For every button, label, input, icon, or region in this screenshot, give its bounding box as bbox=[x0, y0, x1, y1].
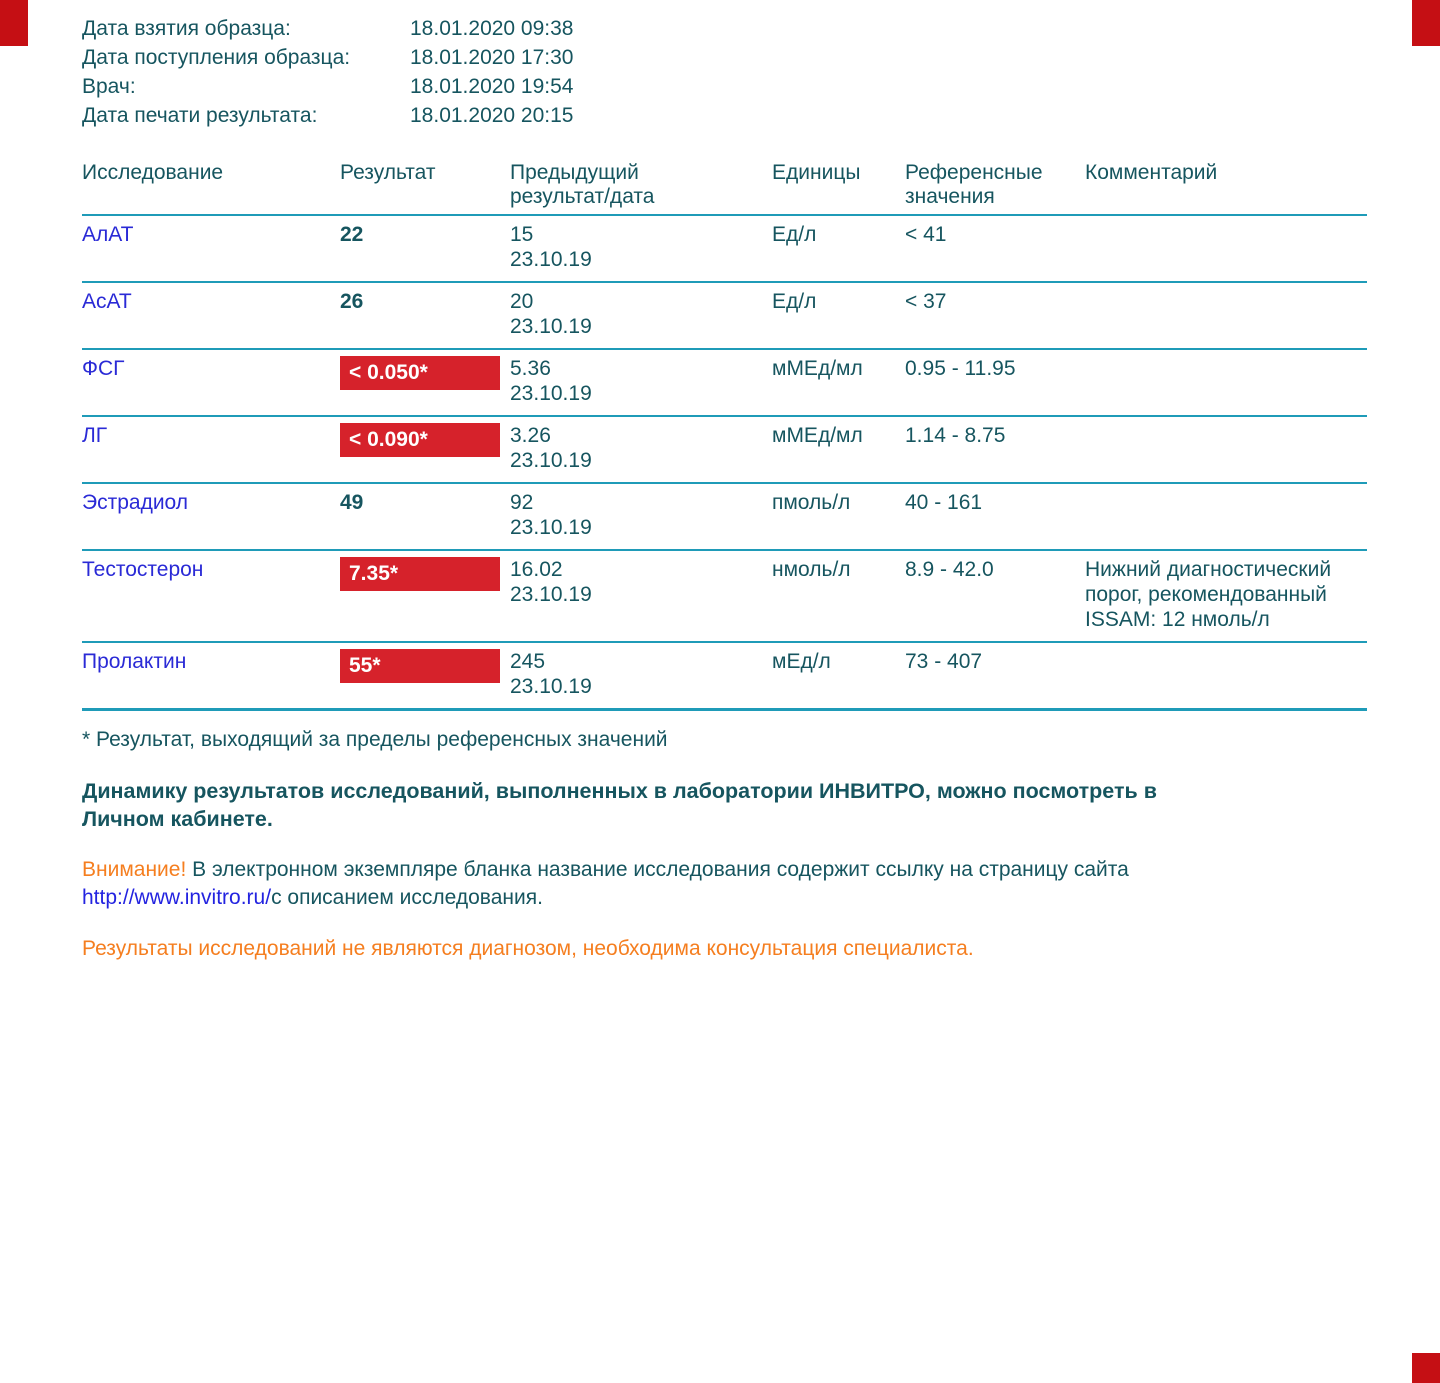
test-name-link[interactable]: АсАТ bbox=[82, 290, 132, 313]
previous-date: 23.10.19 bbox=[510, 248, 592, 271]
reference-range: < 41 bbox=[905, 223, 947, 246]
result-badge-out-of-range: 7.35* bbox=[340, 557, 500, 591]
previous-date: 23.10.19 bbox=[510, 449, 592, 472]
test-name-link[interactable]: АлАТ bbox=[82, 223, 134, 246]
attention-text: В электронном экземпляре бланка название исследования содержит ссылку на страницу сайта bbox=[186, 858, 1129, 881]
previous-result: 92 bbox=[510, 491, 534, 514]
reference-range: 73 - 407 bbox=[905, 650, 983, 673]
meta-row bbox=[82, 101, 1367, 130]
previous-result: 3.26 bbox=[510, 424, 551, 447]
results-table bbox=[82, 161, 1367, 711]
test-name-link[interactable]: ЛГ bbox=[82, 424, 108, 447]
units-value: мМЕд/мл bbox=[772, 357, 863, 380]
meta-row bbox=[82, 14, 1367, 43]
test-name-link[interactable]: Пролактин bbox=[82, 650, 187, 673]
header-result: Результат bbox=[340, 161, 436, 184]
results-table-header bbox=[82, 161, 1367, 216]
previous-result: 20 bbox=[510, 290, 534, 313]
previous-date: 23.10.19 bbox=[510, 675, 592, 698]
previous-result: 16.02 bbox=[510, 558, 563, 581]
previous-result: 245 bbox=[510, 650, 546, 673]
previous-date: 23.10.19 bbox=[510, 382, 592, 405]
header-units: Единицы bbox=[772, 161, 861, 184]
meta-value-print-date: 18.01.2020 20:15 bbox=[410, 104, 574, 127]
attention-note bbox=[82, 856, 1367, 912]
red-edge-mark-top-right bbox=[1412, 0, 1440, 46]
reference-range: 0.95 - 11.95 bbox=[905, 357, 1016, 380]
header-test: Исследование bbox=[82, 161, 224, 184]
table-row-prolactin bbox=[82, 643, 1367, 711]
out-of-range-footnote: * Результат, выходящий за пределы референсных значений bbox=[82, 728, 668, 751]
previous-result: 15 bbox=[510, 223, 534, 246]
test-name-link[interactable]: ФСГ bbox=[82, 357, 125, 380]
table-row-testosterone bbox=[82, 551, 1367, 643]
result-value: 49 bbox=[340, 491, 364, 514]
red-edge-mark-bottom-right bbox=[1412, 1353, 1440, 1383]
meta-label-sample-received: Дата поступления образца: bbox=[82, 46, 351, 69]
meta-label-print-date: Дата печати результата: bbox=[82, 104, 318, 127]
result-badge-out-of-range: 55* bbox=[340, 649, 500, 683]
dynamics-note-line1: Динамику результатов исследований, выполненных в лаборатории ИНВИТРО, можно посмотреть в bbox=[82, 779, 1157, 803]
units-value: пмоль/л bbox=[772, 491, 851, 514]
attention-label: Внимание! bbox=[82, 858, 187, 881]
previous-date: 23.10.19 bbox=[510, 315, 592, 338]
meta-row bbox=[82, 43, 1367, 72]
units-value: мМЕд/мл bbox=[772, 424, 863, 447]
result-badge-out-of-range: < 0.090* bbox=[340, 423, 500, 457]
sample-metadata bbox=[82, 14, 1367, 130]
reference-range: 1.14 - 8.75 bbox=[905, 424, 1006, 447]
previous-result: 5.36 bbox=[510, 357, 551, 380]
attention-tail: с описанием исследования. bbox=[271, 886, 543, 909]
reference-range: < 37 bbox=[905, 290, 947, 313]
units-value: мЕд/л bbox=[772, 650, 831, 673]
result-value: 22 bbox=[340, 223, 364, 246]
header-previous-text: Предыдущий результат/дата bbox=[510, 161, 655, 208]
disclaimer-note: Результаты исследований не являются диагнозом, необходима консультация специалиста. bbox=[82, 937, 974, 960]
header-comment: Комментарий bbox=[1085, 161, 1218, 184]
units-value: Ед/л bbox=[772, 290, 817, 313]
table-row-asat bbox=[82, 283, 1367, 350]
test-name-link[interactable]: Тестостерон bbox=[82, 558, 204, 581]
reference-range: 40 - 161 bbox=[905, 491, 983, 514]
meta-value-sample-taken: 18.01.2020 09:38 bbox=[410, 17, 574, 40]
meta-value-sample-received: 18.01.2020 17:30 bbox=[410, 46, 574, 69]
red-edge-mark-top-left bbox=[0, 0, 28, 46]
meta-row bbox=[82, 72, 1367, 101]
table-row-lg bbox=[82, 417, 1367, 484]
reference-range: 8.9 - 42.0 bbox=[905, 558, 994, 581]
meta-label-sample-taken: Дата взятия образца: bbox=[82, 17, 291, 40]
table-row-alat bbox=[82, 216, 1367, 283]
header-reference bbox=[905, 161, 1085, 209]
meta-label-doctor: Врач: bbox=[82, 75, 136, 98]
comment-text: Нижний диагностический порог, рекомендованный ISSAM: 12 нмоль/л bbox=[1085, 558, 1332, 631]
units-value: нмоль/л bbox=[772, 558, 851, 581]
header-reference-text: Референсные значения bbox=[905, 161, 1043, 208]
table-row-estradiol bbox=[82, 484, 1367, 551]
units-value: Ед/л bbox=[772, 223, 817, 246]
previous-date: 23.10.19 bbox=[510, 516, 592, 539]
previous-date: 23.10.19 bbox=[510, 583, 592, 606]
test-name-link[interactable]: Эстрадиол bbox=[82, 491, 189, 514]
header-previous bbox=[510, 161, 772, 209]
dynamics-note bbox=[82, 777, 1367, 833]
dynamics-note-line2: Личном кабинете. bbox=[82, 807, 273, 831]
result-badge-out-of-range: < 0.050* bbox=[340, 356, 500, 390]
table-row-fsg bbox=[82, 350, 1367, 417]
invitro-site-link[interactable]: http://www.invitro.ru/ bbox=[82, 886, 272, 909]
meta-value-doctor: 18.01.2020 19:54 bbox=[410, 75, 574, 98]
result-value: 26 bbox=[340, 290, 364, 313]
